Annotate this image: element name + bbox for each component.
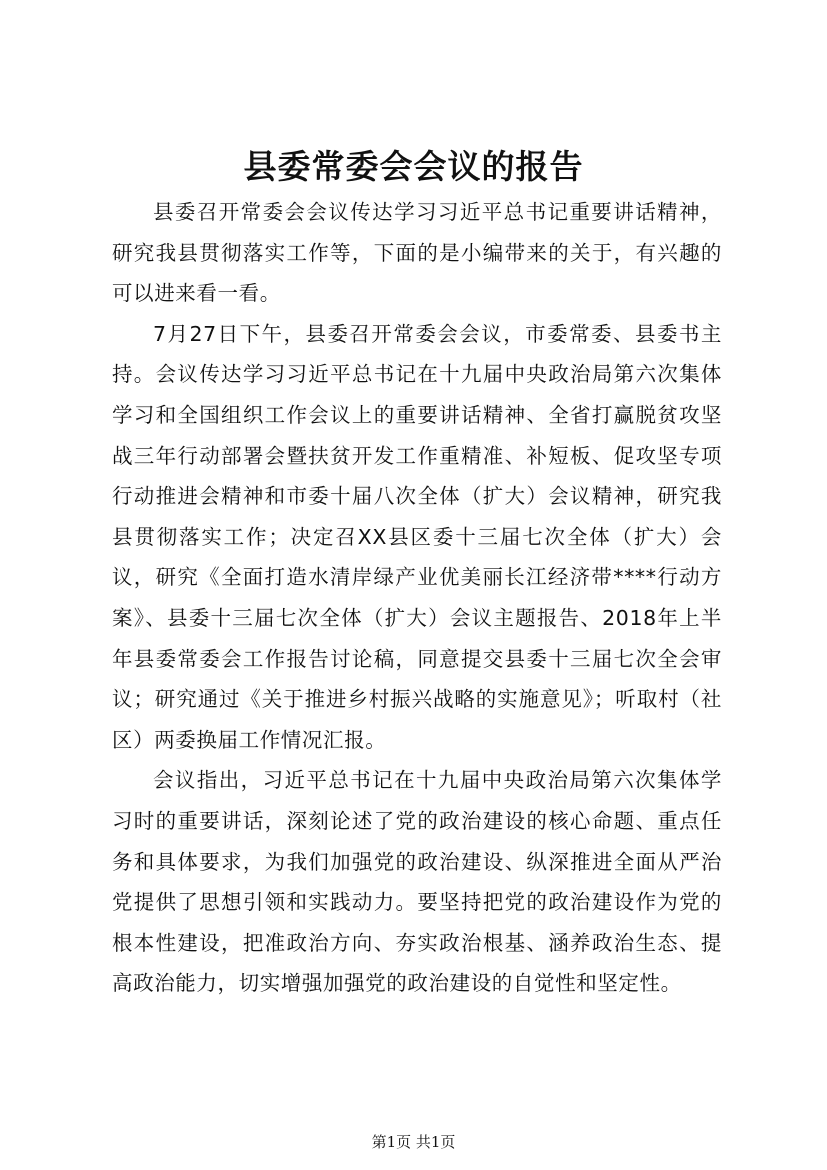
paragraph-meeting-summary: 7月27日下午，县委召开常委会会议，市委常委、县委书主持。会议传达学习习近平总书记在十九届中央政治局第六次集体学习和全国组织工作会议上的重要讲话精神、全省打赢脱贫攻坚战三年行动部署会暨扶贫开发工作重精准、补短板、促攻坚专项行动推进会精神和市委十届八次全体（扩大）会议精神，研究我县贯彻落实工作；决定召XX县区委十三届七次全体（扩大）会议，研究《全面打造水清岸绿产业优美丽长江经济带****行动方案》、县委十三届七次全体（扩大）会议主题报告、2018年上半年县委常委会工作报告讨论稿，同意提交县委十三届七次全会审议；研究通过《关于推进乡村振兴战略的实施意见》；听取村（社区）两委换届工作情况汇报。 [112,321,722,752]
paragraph-meeting-points: 会议指出，习近平总书记在十九届中央政治局第六次集体学习时的重要讲话，深刻论述了党的政治建设的核心命题、重点任务和具体要求，为我们加强党的政治建设、纵深推进全面从严治党提供了思想引领和实践动力。要坚持把党的政治建设作为党的根本性建设，把准政治方向、夯实政治根基、涵养政治生态、提高政治能力，切实增强加强党的政治建设的自觉性和坚定性。 [112,768,722,996]
document-title: 县委常委会会议的报告 [243,147,584,186]
document-body [112,192,722,1004]
paragraph-intro: 县委召开常委会会议传达学习习近平总书记重要讲话精神，研究我县贯彻落实工作等，下面的是小编带来的关于，有兴趣的可以进来看一看。 [112,200,722,306]
page-number-footer: 第1页 共1页 [371,1133,456,1151]
